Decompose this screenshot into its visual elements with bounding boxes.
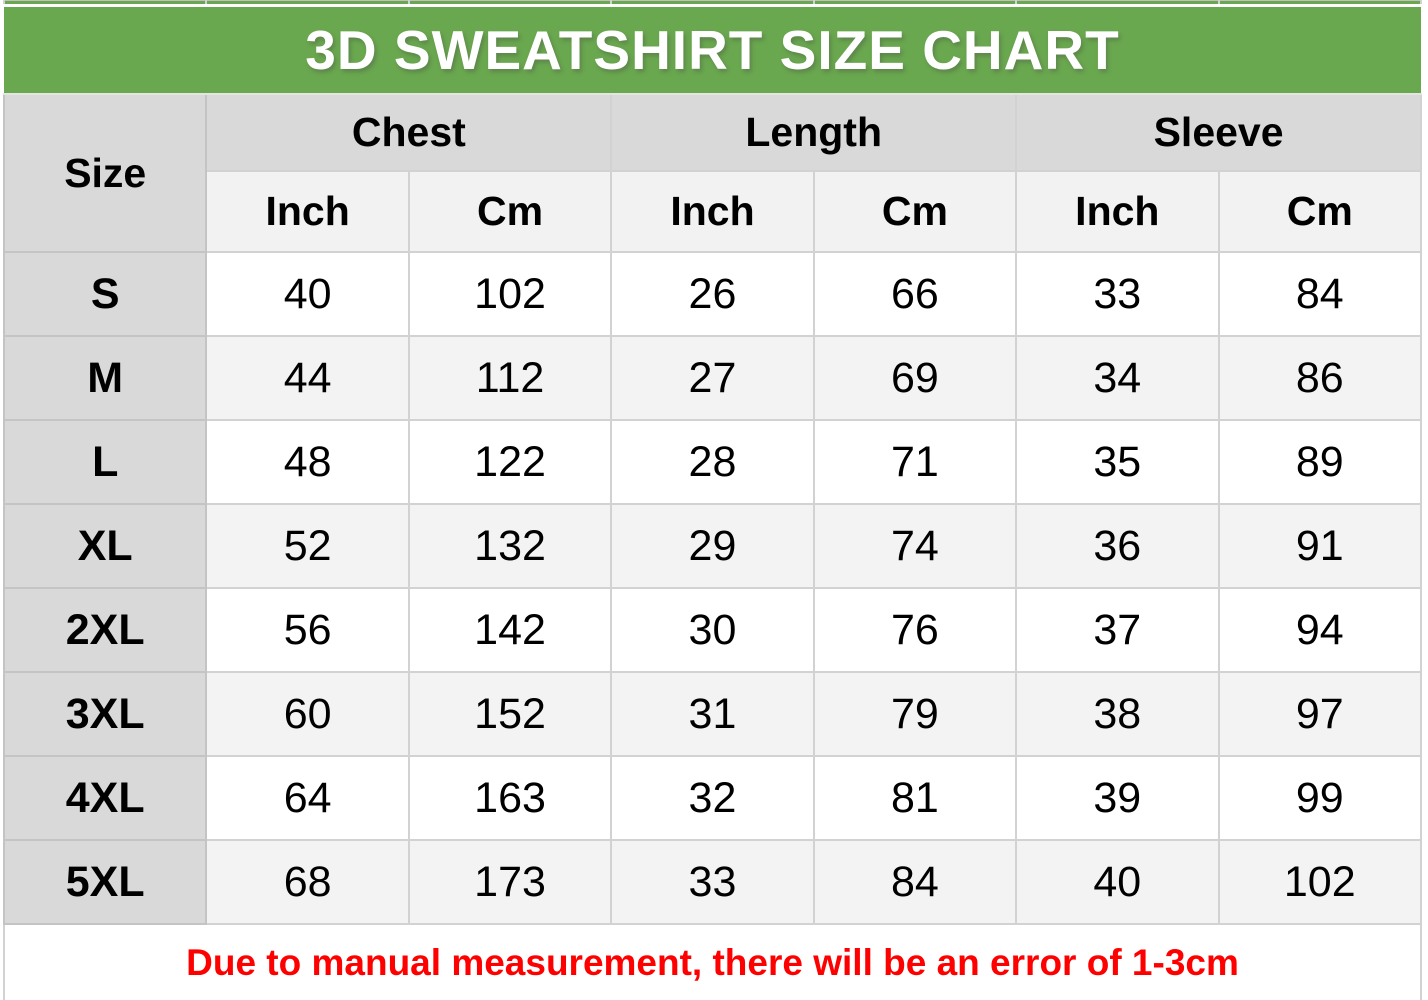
unit-header-chest-inch: Inch: [206, 171, 408, 252]
value-cell: 122: [409, 420, 611, 504]
value-cell: 30: [611, 588, 813, 672]
size-cell: 5XL: [4, 840, 206, 924]
value-cell: 35: [1016, 420, 1218, 504]
value-cell: 94: [1219, 588, 1421, 672]
value-cell: 52: [206, 504, 408, 588]
value-cell: 89: [1219, 420, 1421, 504]
value-cell: 86: [1219, 336, 1421, 420]
value-cell: 44: [206, 336, 408, 420]
value-cell: 40: [206, 252, 408, 336]
value-cell: 84: [1219, 252, 1421, 336]
measurement-note: Due to manual measurement, there will be an error of 1-3cm: [4, 924, 1421, 1000]
size-cell: 4XL: [4, 756, 206, 840]
value-cell: 142: [409, 588, 611, 672]
note-row: [4, 924, 1421, 1000]
value-cell: 112: [409, 336, 611, 420]
unit-header-length-cm: Cm: [814, 171, 1016, 252]
value-cell: 48: [206, 420, 408, 504]
size-cell: L: [4, 420, 206, 504]
value-cell: 74: [814, 504, 1016, 588]
value-cell: 29: [611, 504, 813, 588]
column-group-header-row: [4, 94, 1421, 171]
value-cell: 39: [1016, 756, 1218, 840]
unit-header-row: [4, 171, 1421, 252]
unit-header-sleeve-inch: Inch: [1016, 171, 1218, 252]
value-cell: 102: [1219, 840, 1421, 924]
unit-header-chest-cm: Cm: [409, 171, 611, 252]
value-cell: 27: [611, 336, 813, 420]
value-cell: 66: [814, 252, 1016, 336]
table-row-l: [4, 420, 1421, 504]
value-cell: 40: [1016, 840, 1218, 924]
value-cell: 38: [1016, 672, 1218, 756]
value-cell: 31: [611, 672, 813, 756]
size-chart-table: [3, 0, 1422, 1000]
title-row: [4, 6, 1421, 95]
value-cell: 71: [814, 420, 1016, 504]
table-row-xl: [4, 504, 1421, 588]
size-cell: S: [4, 252, 206, 336]
value-cell: 102: [409, 252, 611, 336]
value-cell: 76: [814, 588, 1016, 672]
table-row-m: [4, 336, 1421, 420]
table-row-s: [4, 252, 1421, 336]
value-cell: 33: [611, 840, 813, 924]
size-cell: M: [4, 336, 206, 420]
value-cell: 163: [409, 756, 611, 840]
value-cell: 99: [1219, 756, 1421, 840]
value-cell: 32: [611, 756, 813, 840]
value-cell: 64: [206, 756, 408, 840]
value-cell: 34: [1016, 336, 1218, 420]
value-cell: 132: [409, 504, 611, 588]
value-cell: 60: [206, 672, 408, 756]
size-cell: 3XL: [4, 672, 206, 756]
value-cell: 84: [814, 840, 1016, 924]
value-cell: 68: [206, 840, 408, 924]
table-row-5xl: [4, 840, 1421, 924]
table-row-2xl: [4, 588, 1421, 672]
value-cell: 56: [206, 588, 408, 672]
value-cell: 173: [409, 840, 611, 924]
col-group-length: Length: [611, 94, 1016, 171]
unit-header-sleeve-cm: Cm: [1219, 171, 1421, 252]
size-cell: XL: [4, 504, 206, 588]
table-row-3xl: [4, 672, 1421, 756]
value-cell: 28: [611, 420, 813, 504]
value-cell: 69: [814, 336, 1016, 420]
value-cell: 152: [409, 672, 611, 756]
value-cell: 81: [814, 756, 1016, 840]
chart-title: 3D SWEATSHIRT SIZE CHART: [4, 6, 1421, 95]
value-cell: 36: [1016, 504, 1218, 588]
table-row-4xl: [4, 756, 1421, 840]
size-cell: 2XL: [4, 588, 206, 672]
value-cell: 97: [1219, 672, 1421, 756]
value-cell: 33: [1016, 252, 1218, 336]
size-chart-sheet: [3, 0, 1422, 1000]
value-cell: 26: [611, 252, 813, 336]
value-cell: 37: [1016, 588, 1218, 672]
col-group-sleeve: Sleeve: [1016, 94, 1421, 171]
col-group-chest: Chest: [206, 94, 611, 171]
unit-header-length-inch: Inch: [611, 171, 813, 252]
size-column-header: Size: [4, 94, 206, 252]
value-cell: 91: [1219, 504, 1421, 588]
value-cell: 79: [814, 672, 1016, 756]
